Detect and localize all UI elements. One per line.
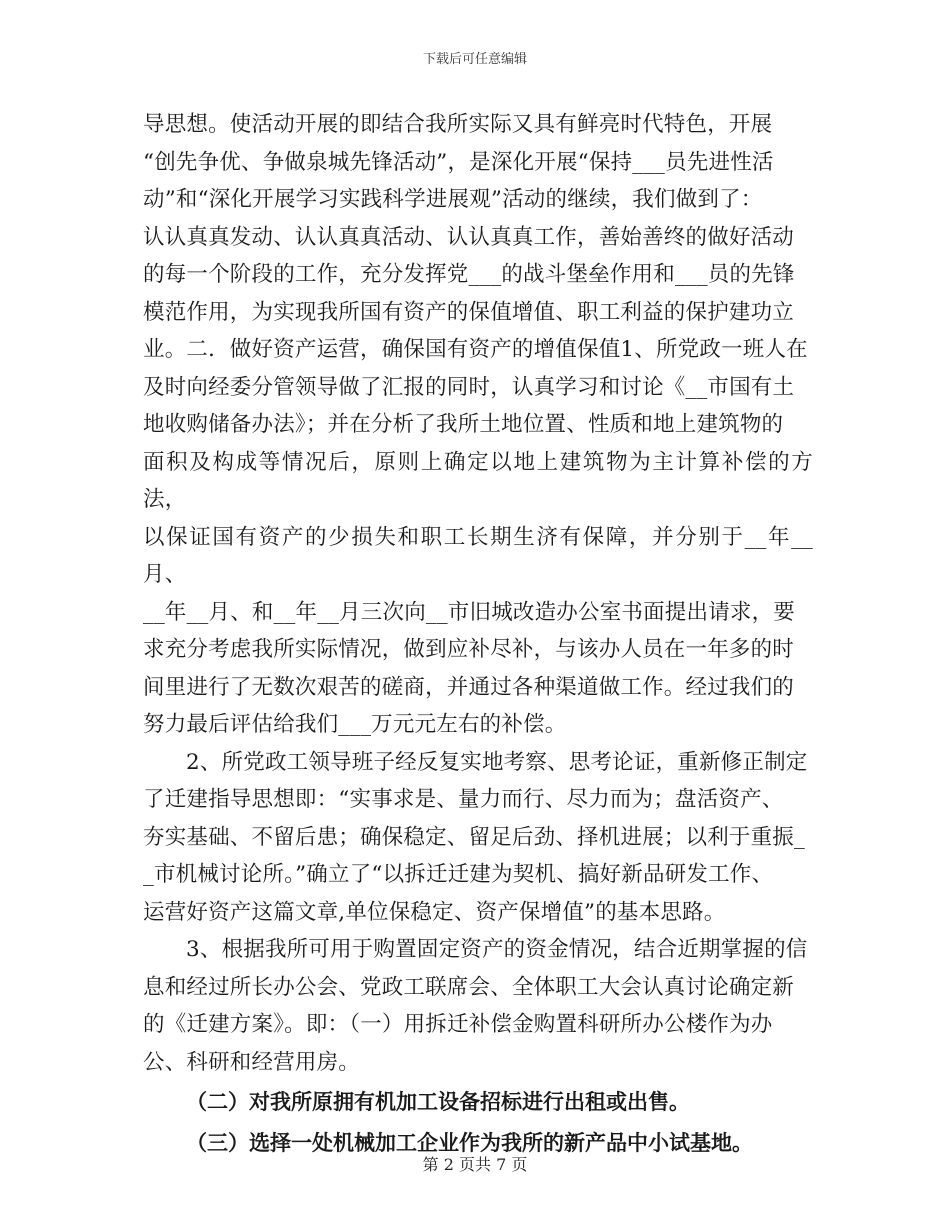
- paragraph-1: 导思想。使活动开展的即结合我所实际又具有鲜亮时代特色，开展 “创先争优、争做泉城先锋活动”，是深化开展“保持___员先进性活 动”和“深化开展学习实践科学进展观”活动的继续，我们做到了： 认认真真发动、认认真真活动、认认真真工作，善始善终的做好活动 的每一个阶段的工作，充分发挥党___的战斗堡垒作用和___员的先锋 模范作用，为实现我所国有资产的保值增值、职工利益的保护建功立 业。二．做好资产运营，确保国有资产的增值保值1、所党政一班人在 及时向经委分管领导做了汇报的同时，认真学习和讨论《__市国有土 地收购储备办法》；并在分析了我所土地位置、性质和地上建筑物的 面积及构成等情况后，原则上确定以地上建筑物为主计算补偿的方法， 以保证国有资产的少损失和职工长期生济有保障，并分别于__年__月、 __年__月、和__年__月三次向__市旧城改造办公室书面提出请求，要 求充分考虑我所实际情况，做到应补尽补，与该办人员在一年多的时 间里进行了无数次艰苦的磋商，并通过各种渠道做工作。经过我们的 努力最后评估给我们___万元元左右的补偿。: [143, 112, 813, 737]
- bold-line-2: （二）对我所原拥有机加工设备招标进行出租或出售。: [186, 1090, 690, 1114]
- paragraph-2: 2、所党政工领导班子经反复实地考察、思考论证，重新修正制定 了迁建指导思想即：“实事求是、量力而行、尽力而为；盘活资产、 夯实基础、不留后患；确保稳定、留足后劲、择机进展；以利于重振_ _市机械讨论所。”确立了“以拆迁迁建为契机、搞好新品研发工作、 运营好资产这篇文章,单位保稳定、资产保增值”的基本思路。: [143, 749, 808, 925]
- page-header-note: 下载后可任意编辑: [422, 52, 527, 67]
- paragraph-3: 3、根据我所可用于购置固定资产的资金情况，结合近期掌握的信 息和经过所长办公会、党政工联席会、全体职工大会认真讨论确定新 的《迁建方案》。即：（一）用拆迁补偿金购置科研所办公楼作为办 公、科研和经营用房。: [143, 937, 808, 1075]
- page-number: 第 2 页共 7 页: [422, 1155, 528, 1174]
- document-body: [143, 106, 813, 1162]
- bold-line-3: （三）选择一处机械加工企业作为我所的新产品中小试基地。: [186, 1130, 753, 1155]
